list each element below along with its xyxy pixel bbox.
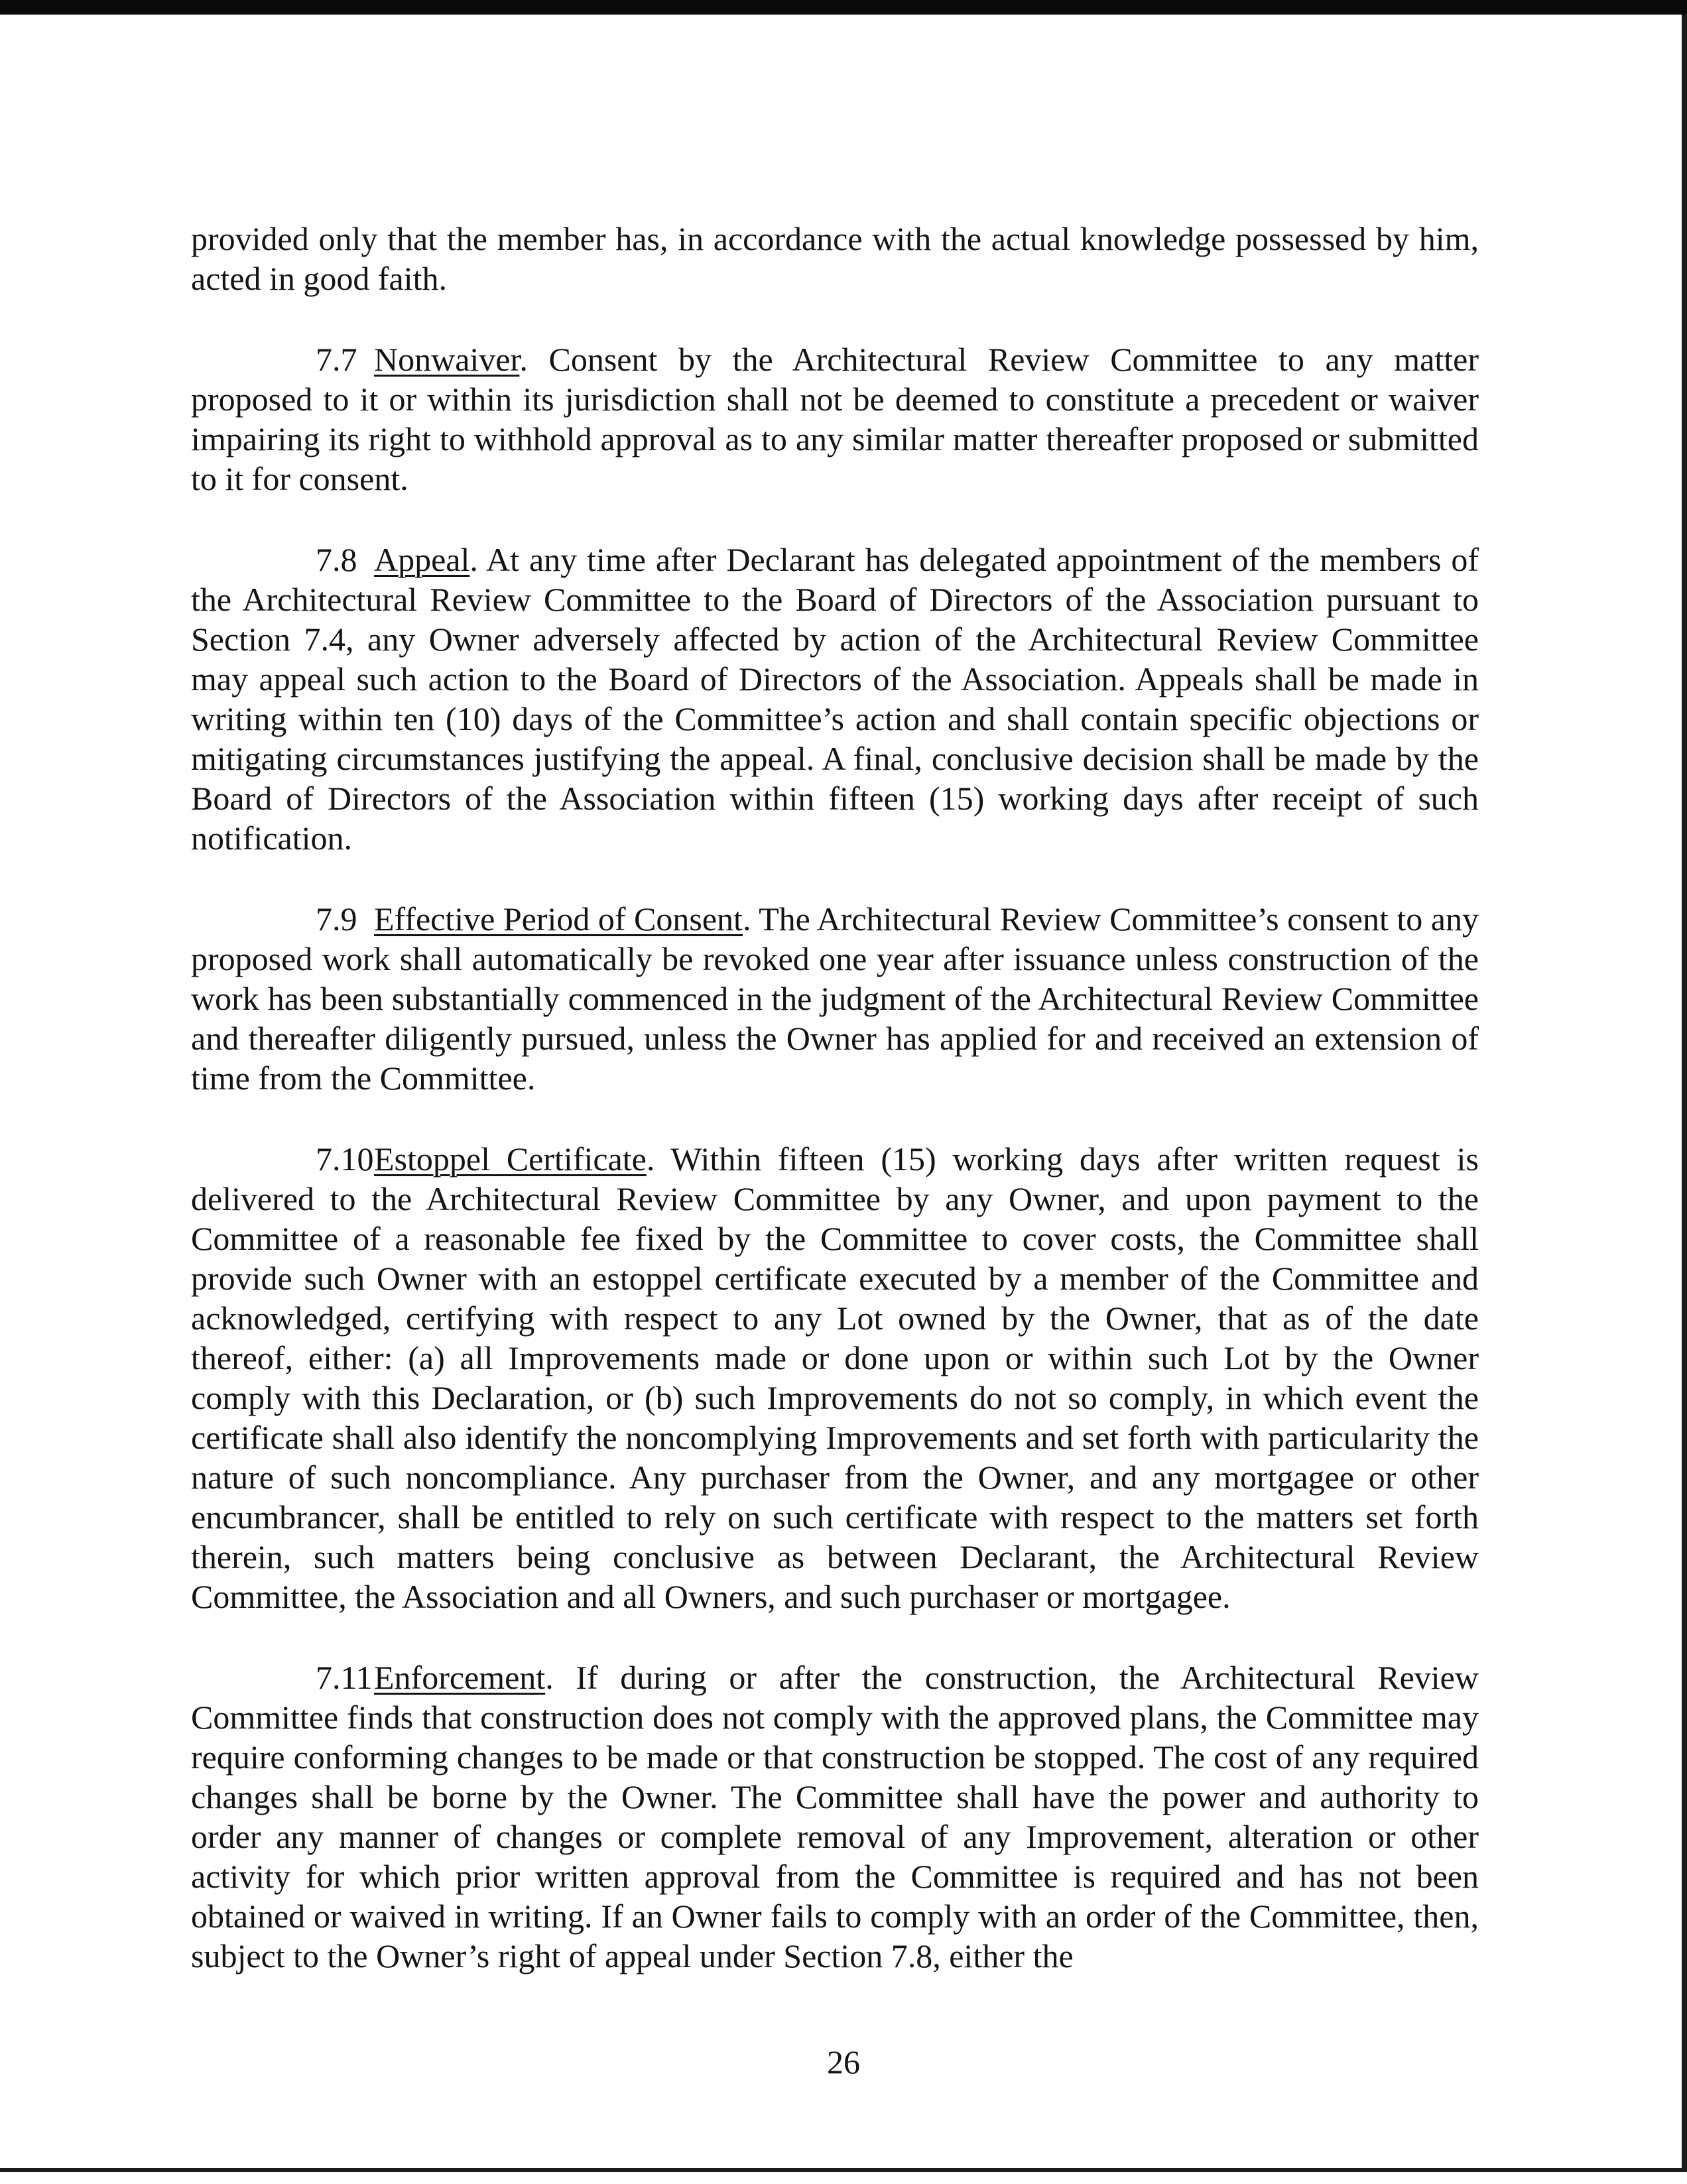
section-text: . Consent by the Architectural Review Committee to any matter proposed to it or within its jurisdiction shall not be deemed to constitute a precedent or waiver impairing its right to withhold approval as to any similar matter thereafter proposed or submitted to it for consent.	[191, 341, 1479, 497]
section-title: Nonwaiver	[374, 341, 520, 378]
section-title: Appeal	[374, 541, 470, 578]
opening-paragraph: provided only that the member has, in accordance with the actual knowledge possessed by him, acted in good faith.	[191, 220, 1479, 297]
section-7-11	[191, 1658, 1479, 1976]
section-title: Enforcement	[374, 1659, 546, 1696]
section-7-7	[191, 339, 1479, 499]
section-7-8	[191, 540, 1479, 858]
section-number: 7.9	[316, 900, 357, 938]
section-text: . Within fifteen (15) working days after written request is delivered to the Architectural Review Committee by any Owner, and upon payment to the Committee of a reasonable fee fixed by the Committee to cover costs, the Committee shall provide such Owner with an estoppel certificate executed by a member of the Committee and acknowledged, certifying with respect to any Lot owned by the Owner, that as of the date thereof, either: (a) all Improvements made or done upon or within such Lot by the Owner comply with this Declaration, or (b) such Improvements do not so comply, in which event the certificate shall also identify the noncomplying Improvements and set forth with particularity the nature of such noncompliance. Any purchaser from the Owner, and any mortgagee or other encumbrancer, shall be entitled to rely on such certificate with respect to the matters set forth therein, such matters being conclusive as between Declarant, the Architectural Review Committee, the Association and all Owners, and such purchaser or mortgagee.	[191, 1140, 1479, 1615]
section-7-10	[191, 1139, 1479, 1616]
section-text: . At any time after Declarant has delegated appointment of the members of the Architectural Review Committee to the Board of Directors of the Association pursuant to Section 7.4, any Owner adversely affected by action of the Architectural Review Committee may appeal such action to the Board of Directors of the Association. Appeals shall be made in writing within ten (10) days of the Committee’s action and shall contain specific objections or mitigating circumstances justifying the appeal. A final, conclusive decision shall be made by the Board of Directors of the Association within fifteen (15) working days after receipt of such notification.	[191, 541, 1479, 857]
section-number: 7.7	[316, 341, 357, 378]
section-number: 7.10	[316, 1140, 374, 1178]
scan-bottom-border	[0, 2168, 1687, 2172]
section-number: 7.11	[316, 1659, 373, 1696]
scan-top-border	[0, 0, 1687, 15]
section-text: . If during or after the construction, the Architectural Review Committee finds that construction does not comply with the approved plans, the Committee may require conforming changes to be made or that construction be stopped. The cost of any required changes shall be borne by the Owner. The Committee shall have the power and authority to order any manner of changes or complete removal of any Improvement, alteration or other activity for which prior written approval from the Committee is required and has not been obtained or waived in writing. If an Owner fails to comply with an order of the Committee, then, subject to the Owner’s right of appeal under Section 7.8, either the	[191, 1659, 1479, 1974]
document-body	[191, 219, 1479, 2017]
section-title: Effective Period of Consent	[374, 900, 743, 938]
page-number: 26	[827, 2043, 860, 2081]
section-7-9	[191, 899, 1479, 1098]
section-number: 7.8	[316, 541, 357, 578]
scan-right-border	[1682, 15, 1687, 2169]
section-title: Estoppel Certificate	[374, 1140, 647, 1178]
section-text: . The Architectural Review Committee’s consent to any proposed work shall automatically be revoked one year after issuance unless construction of the work has been substantially commenced in the judgment of the Architectural Review Committee and thereafter diligently pursued, unless the Owner has applied for and received an extension of time from the Committee.	[191, 900, 1479, 1097]
